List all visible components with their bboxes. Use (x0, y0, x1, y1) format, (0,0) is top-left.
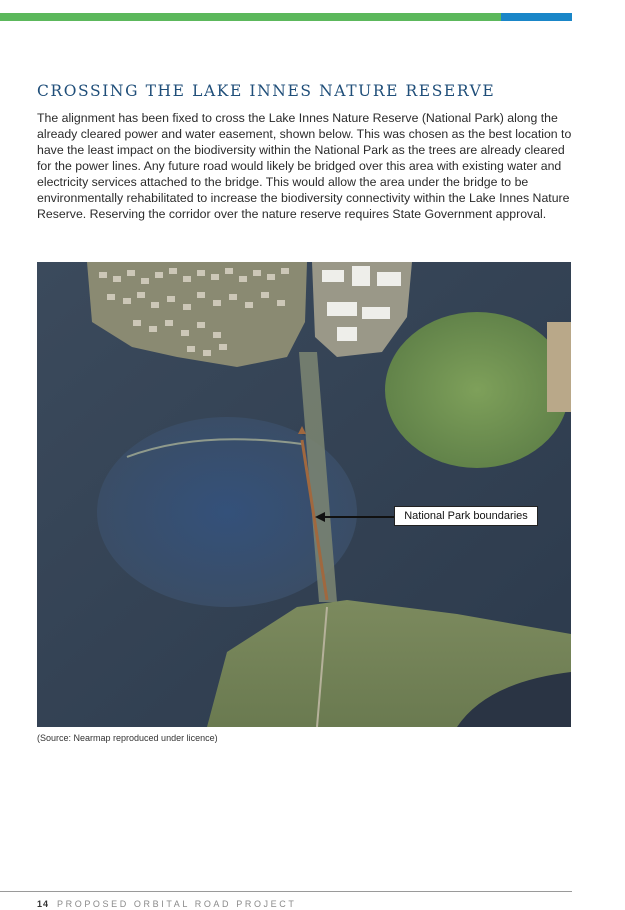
sports-oval (385, 312, 569, 468)
national-park-boundaries-label: National Park boundaries (394, 506, 538, 526)
footer-title: PROPOSED ORBITAL ROAD PROJECT (57, 899, 297, 909)
page-footer (37, 898, 296, 910)
top-accent-bar-blue (501, 13, 572, 21)
figure-caption: (Source: Nearmap reproduced under licence) (37, 733, 218, 743)
aerial-photo (37, 262, 571, 727)
section-heading: CROSSING THE LAKE INNES NATURE RESERVE (37, 82, 496, 100)
top-accent-bar-green (0, 13, 501, 21)
body-paragraph: The alignment has been fixed to cross the Lake Innes Nature Reserve (National Park) along the already cleared power and water easement, shown below. This was chosen as the best location to have the least impact on the biodiversity within the National Park as the trees are already cleared for the power lines. Any future road would likely be bridged over this area with existing water and electricity services attached to the bridge. This would allow the area under the bridge to be environmentally rehabilitated to increase the biodiversity connectivity within the Lake Innes Nature Reserve. Reserving the corridor over the nature reserve requires State Government approval. (37, 111, 572, 221)
top-accent-bar (0, 13, 572, 21)
oval-edge-cleared (547, 322, 571, 412)
page-number: 14 (37, 899, 50, 909)
aerial-photo-graphic (37, 262, 571, 727)
footer-rule (0, 891, 572, 892)
